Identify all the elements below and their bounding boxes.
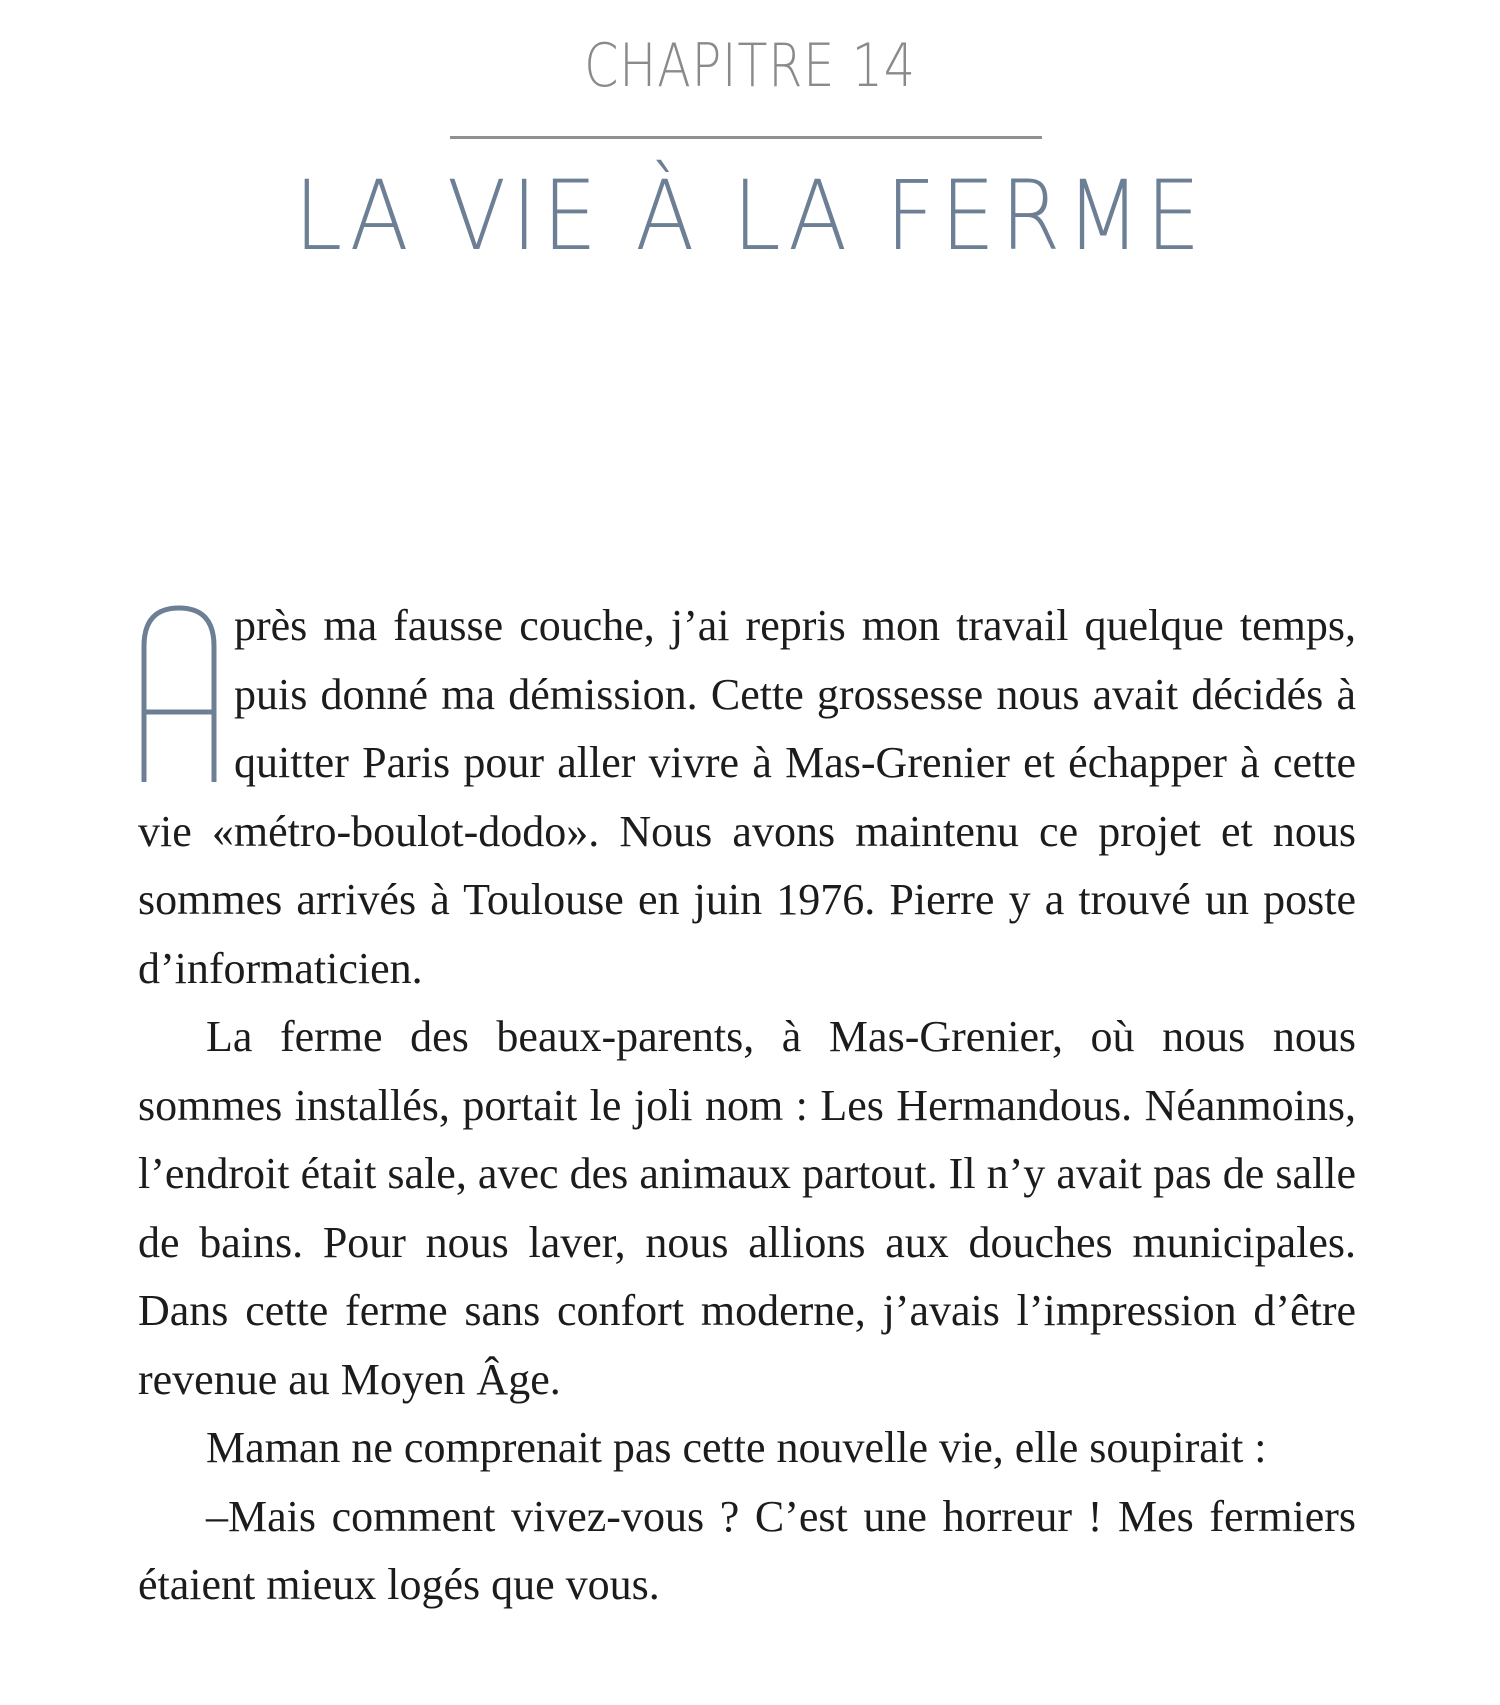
drop-cap (138, 604, 220, 784)
paragraph-4: –Mais comment vivez-vous ? C’est une horreur ! Mes fermiers étaient mieux logés que vous. (138, 1491, 1356, 1609)
drop-cap-glyph (138, 604, 220, 784)
paragraph-2: La ferme des beaux-parents, à Mas-Grenier, où nous nous sommes installés, portait le joli nom : Les Hermandous. Néanmoins, l’endroit était sale, avec des animaux partout. Il n’y avait pas de salle de bains. Pour nous laver, nous allions aux douches municipales. Dans cette ferme sans confort moderne, j’avais l’impression d’être revenue au Moyen Âge. (138, 1012, 1356, 1404)
chapter-body (138, 592, 1356, 1620)
paragraph-1-text: près ma fausse couche, j’ai repris mon travail quelque temps, puis donné ma démission. Cette grossesse nous avait décidés à quitter Paris pour aller vivre à Mas-Grenier et échapper à cette vie «métro-boulot-dodo». Nous avons maintenu ce projet et nous sommes arrivés à Toulouse en juin 1976. Pierre y a trouvé un poste d’informaticien. (138, 601, 1356, 993)
chapter-number: CHAPITRE 14 (584, 31, 916, 101)
chapter-divider (450, 136, 1042, 139)
chapter-title: LA VIE À LA FERME (294, 160, 1206, 272)
paragraph-3: Maman ne comprenait pas cette nouvelle vie, elle soupirait : (206, 1423, 1267, 1472)
paragraph-1 (138, 592, 1356, 1003)
